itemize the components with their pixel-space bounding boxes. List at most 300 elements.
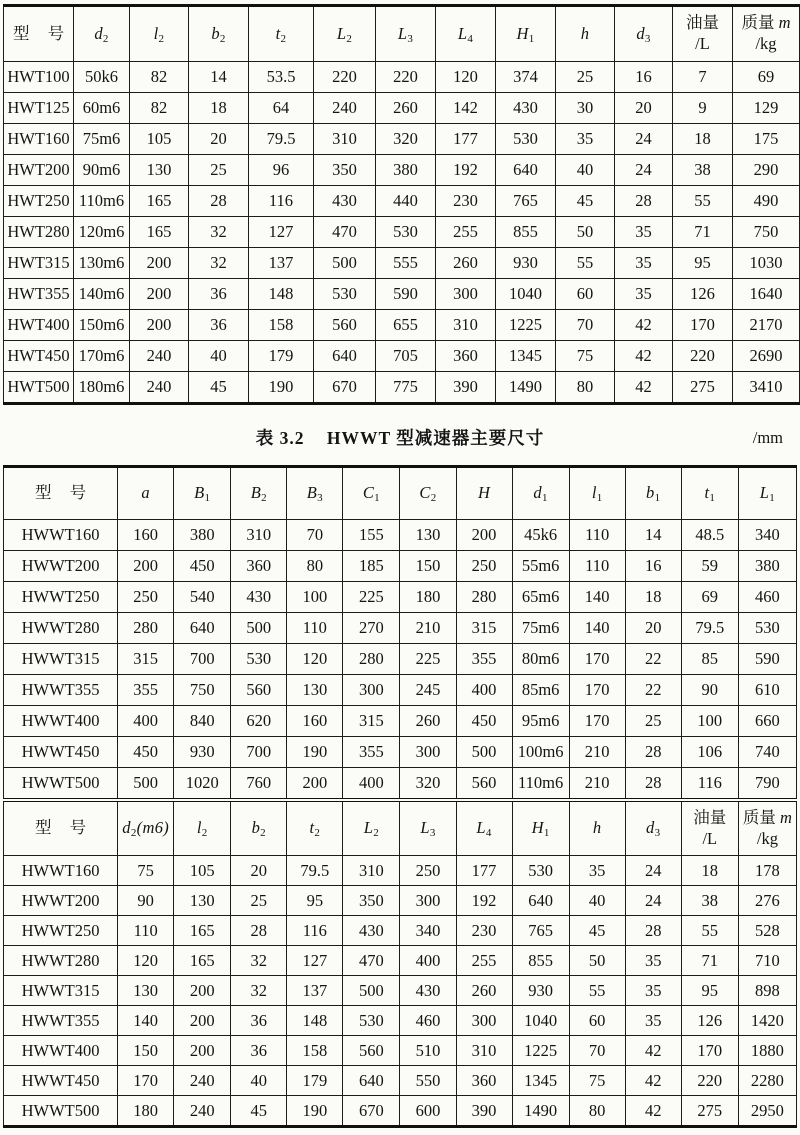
model-cell: HWWT315: [4, 976, 118, 1006]
value-cell: 130: [174, 886, 231, 916]
table-row: [4, 976, 797, 1006]
value-cell: 69: [681, 582, 738, 613]
caption-label: 表 3.2: [255, 428, 305, 448]
model-cell: HWWT500: [4, 1096, 118, 1127]
value-cell: 75: [118, 856, 174, 886]
value-cell: 45: [569, 916, 625, 946]
value-cell: 270: [343, 613, 400, 644]
value-cell: 240: [130, 372, 189, 404]
model-cell: HWT250: [4, 186, 74, 217]
value-cell: 24: [625, 856, 681, 886]
value-cell: 240: [174, 1066, 231, 1096]
value-cell: 430: [400, 976, 456, 1006]
value-cell: 36: [231, 1006, 287, 1036]
value-cell: 180m6: [74, 372, 130, 404]
model-cell: HWWT450: [4, 1066, 118, 1096]
value-cell: 790: [738, 768, 796, 801]
value-cell: 280: [343, 644, 400, 675]
table-row: [4, 613, 797, 644]
value-cell: 200: [130, 248, 189, 279]
value-cell: 660: [738, 706, 796, 737]
value-cell: 190: [249, 372, 314, 404]
value-cell: 250: [456, 551, 512, 582]
value-cell: 1420: [738, 1006, 796, 1036]
model-column-header: 型 号: [4, 6, 74, 62]
value-cell: 50: [556, 217, 615, 248]
model-cell: HWT450: [4, 341, 74, 372]
value-cell: 18: [681, 856, 738, 886]
column-header: $C_2$: [400, 467, 456, 520]
column-header: h: [569, 800, 625, 856]
table-row: [4, 520, 797, 551]
model-cell: HWT280: [4, 217, 74, 248]
column-header: $d_2(m6)$: [118, 800, 174, 856]
value-cell: 40: [189, 341, 249, 372]
value-cell: 50k6: [74, 62, 130, 93]
value-cell: 75: [569, 1066, 625, 1096]
value-cell: 340: [400, 916, 456, 946]
value-cell: 310: [343, 856, 400, 886]
value-cell: 96: [249, 155, 314, 186]
value-cell: 255: [436, 217, 496, 248]
table-row: [4, 1036, 797, 1066]
value-cell: 90: [681, 675, 738, 706]
value-cell: 150m6: [74, 310, 130, 341]
value-cell: 116: [681, 768, 738, 801]
value-cell: 460: [738, 582, 796, 613]
value-cell: 148: [287, 1006, 343, 1036]
value-cell: 160: [118, 520, 174, 551]
value-cell: 1345: [512, 1066, 569, 1096]
value-cell: 192: [436, 155, 496, 186]
table-row: [4, 916, 797, 946]
value-cell: 110: [118, 916, 174, 946]
value-cell: 85: [681, 644, 738, 675]
value-cell: 100: [287, 582, 343, 613]
value-cell: 160: [287, 706, 343, 737]
value-cell: 170: [673, 310, 733, 341]
value-cell: 7: [673, 62, 733, 93]
value-cell: 390: [456, 1096, 512, 1127]
value-cell: 130: [130, 155, 189, 186]
value-cell: 150: [118, 1036, 174, 1066]
table-row: [4, 1066, 797, 1096]
value-cell: 1020: [174, 768, 231, 801]
value-cell: 750: [733, 217, 800, 248]
value-cell: 32: [231, 946, 287, 976]
value-cell: 28: [625, 916, 681, 946]
value-cell: 855: [512, 946, 569, 976]
value-cell: 148: [249, 279, 314, 310]
value-cell: 170: [118, 1066, 174, 1096]
column-header: $b_2$: [189, 6, 249, 62]
value-cell: 220: [681, 1066, 738, 1096]
value-cell: 775: [376, 372, 436, 404]
value-cell: 275: [673, 372, 733, 404]
value-cell: 276: [738, 886, 796, 916]
value-cell: 22: [625, 675, 681, 706]
value-cell: 210: [400, 613, 456, 644]
value-cell: 127: [249, 217, 314, 248]
value-cell: 355: [118, 675, 174, 706]
value-cell: 110m6: [74, 186, 130, 217]
model-cell: HWWT200: [4, 551, 118, 582]
value-cell: 555: [376, 248, 436, 279]
value-cell: 42: [625, 1066, 681, 1096]
column-header: $t_1$: [681, 467, 738, 520]
value-cell: 170: [569, 644, 625, 675]
value-cell: 55: [673, 186, 733, 217]
value-cell: 560: [343, 1036, 400, 1066]
value-cell: 179: [249, 341, 314, 372]
value-cell: 240: [130, 341, 189, 372]
value-cell: 42: [625, 1096, 681, 1127]
value-cell: 95: [287, 886, 343, 916]
value-cell: 79.5: [681, 613, 738, 644]
value-cell: 300: [400, 886, 456, 916]
column-header: $d_3$: [615, 6, 673, 62]
column-header: $b_1$: [625, 467, 681, 520]
value-cell: 470: [314, 217, 376, 248]
value-cell: 42: [625, 1036, 681, 1066]
value-cell: 165: [174, 916, 231, 946]
table-row: [4, 737, 797, 768]
value-cell: 840: [174, 706, 231, 737]
value-cell: 180: [118, 1096, 174, 1127]
value-cell: 64: [249, 93, 314, 124]
value-cell: 500: [343, 976, 400, 1006]
column-header: 油量 /L: [681, 800, 738, 856]
value-cell: 120: [287, 644, 343, 675]
value-cell: 1490: [512, 1096, 569, 1127]
hwwt-table-header-1: [4, 467, 797, 520]
value-cell: 120: [436, 62, 496, 93]
value-cell: 1040: [496, 279, 556, 310]
hwt-table-header: [4, 6, 800, 62]
value-cell: 85m6: [512, 675, 569, 706]
value-cell: 380: [738, 551, 796, 582]
model-cell: HWWT250: [4, 916, 118, 946]
value-cell: 530: [738, 613, 796, 644]
value-cell: 45: [556, 186, 615, 217]
value-cell: 670: [314, 372, 376, 404]
caption-title: HWWT 型减速器主要尺寸: [326, 428, 545, 448]
table-row: [4, 155, 800, 186]
model-cell: HWT160: [4, 124, 74, 155]
value-cell: 32: [189, 217, 249, 248]
value-cell: 240: [174, 1096, 231, 1127]
value-cell: 137: [249, 248, 314, 279]
value-cell: 105: [130, 124, 189, 155]
value-cell: 82: [130, 62, 189, 93]
column-header: 油量 /L: [673, 6, 733, 62]
value-cell: 250: [118, 582, 174, 613]
value-cell: 740: [738, 737, 796, 768]
value-cell: 310: [231, 520, 287, 551]
value-cell: 48.5: [681, 520, 738, 551]
value-cell: 930: [174, 737, 231, 768]
value-cell: 20: [625, 613, 681, 644]
column-header: $t_2$: [287, 800, 343, 856]
column-header: $L_3$: [376, 6, 436, 62]
value-cell: 705: [376, 341, 436, 372]
table-row: [4, 706, 797, 737]
column-header: $d_3$: [625, 800, 681, 856]
value-cell: 35: [625, 1006, 681, 1036]
value-cell: 2280: [738, 1066, 796, 1096]
value-cell: 60: [556, 279, 615, 310]
value-cell: 35: [569, 856, 625, 886]
value-cell: 450: [174, 551, 231, 582]
model-cell: HWWT355: [4, 1006, 118, 1036]
table-row: [4, 372, 800, 404]
value-cell: 655: [376, 310, 436, 341]
value-cell: 640: [343, 1066, 400, 1096]
value-cell: 500: [314, 248, 376, 279]
value-cell: 460: [400, 1006, 456, 1036]
value-cell: 150: [400, 551, 456, 582]
value-cell: 750: [174, 675, 231, 706]
value-cell: 1880: [738, 1036, 796, 1066]
value-cell: 3410: [733, 372, 800, 404]
column-header: $C_1$: [343, 467, 400, 520]
value-cell: 200: [287, 768, 343, 801]
table-row: [4, 644, 797, 675]
value-cell: 550: [400, 1066, 456, 1096]
column-header: $L_1$: [738, 467, 796, 520]
value-cell: 80m6: [512, 644, 569, 675]
table-row: [4, 768, 797, 801]
model-cell: HWWT160: [4, 856, 118, 886]
column-header: $L_4$: [456, 800, 512, 856]
value-cell: 20: [231, 856, 287, 886]
value-cell: 179: [287, 1066, 343, 1096]
value-cell: 71: [673, 217, 733, 248]
value-cell: 36: [189, 279, 249, 310]
value-cell: 930: [512, 976, 569, 1006]
value-cell: 374: [496, 62, 556, 93]
header-row: [4, 800, 797, 856]
value-cell: 158: [287, 1036, 343, 1066]
value-cell: 640: [314, 341, 376, 372]
value-cell: 14: [625, 520, 681, 551]
column-header: $H_1$: [496, 6, 556, 62]
value-cell: 1030: [733, 248, 800, 279]
column-header: $L_4$: [436, 6, 496, 62]
column-header: $B_3$: [287, 467, 343, 520]
column-header: h: [556, 6, 615, 62]
value-cell: 126: [673, 279, 733, 310]
value-cell: 450: [118, 737, 174, 768]
value-cell: 170m6: [74, 341, 130, 372]
value-cell: 230: [436, 186, 496, 217]
value-cell: 22: [625, 644, 681, 675]
value-cell: 82: [130, 93, 189, 124]
model-cell: HWWT400: [4, 1036, 118, 1066]
table-row: [4, 886, 797, 916]
value-cell: 500: [456, 737, 512, 768]
value-cell: 38: [681, 886, 738, 916]
value-cell: 250: [400, 856, 456, 886]
value-cell: 80: [569, 1096, 625, 1127]
value-cell: 210: [569, 737, 625, 768]
model-cell: HWWT200: [4, 886, 118, 916]
model-cell: HWWT250: [4, 582, 118, 613]
value-cell: 260: [400, 706, 456, 737]
value-cell: 116: [249, 186, 314, 217]
value-cell: 400: [400, 946, 456, 976]
value-cell: 355: [456, 644, 512, 675]
column-header: $B_2$: [231, 467, 287, 520]
column-header: $d_2$: [74, 6, 130, 62]
table-row: [4, 675, 797, 706]
value-cell: 640: [512, 886, 569, 916]
column-header: $L_2$: [343, 800, 400, 856]
value-cell: 280: [118, 613, 174, 644]
value-cell: 192: [456, 886, 512, 916]
value-cell: 528: [738, 916, 796, 946]
value-cell: 50: [569, 946, 625, 976]
value-cell: 1640: [733, 279, 800, 310]
value-cell: 260: [436, 248, 496, 279]
value-cell: 898: [738, 976, 796, 1006]
value-cell: 45k6: [512, 520, 569, 551]
column-header: $H_1$: [512, 800, 569, 856]
header-row: [4, 6, 800, 62]
value-cell: 300: [400, 737, 456, 768]
value-cell: 25: [625, 706, 681, 737]
value-cell: 18: [189, 93, 249, 124]
table-row: [4, 279, 800, 310]
value-cell: 390: [436, 372, 496, 404]
table-row: [4, 62, 800, 93]
model-cell: HWT125: [4, 93, 74, 124]
value-cell: 90: [118, 886, 174, 916]
value-cell: 275: [681, 1096, 738, 1127]
value-cell: 220: [673, 341, 733, 372]
value-cell: 25: [556, 62, 615, 93]
value-cell: 155: [343, 520, 400, 551]
value-cell: 18: [625, 582, 681, 613]
value-cell: 110: [569, 551, 625, 582]
value-cell: 590: [738, 644, 796, 675]
value-cell: 360: [456, 1066, 512, 1096]
value-cell: 140m6: [74, 279, 130, 310]
value-cell: 1345: [496, 341, 556, 372]
value-cell: 640: [174, 613, 231, 644]
value-cell: 120m6: [74, 217, 130, 248]
value-cell: 130: [287, 675, 343, 706]
value-cell: 70: [556, 310, 615, 341]
value-cell: 24: [625, 886, 681, 916]
column-header: $L_2$: [314, 6, 376, 62]
value-cell: 175: [733, 124, 800, 155]
table-row: [4, 551, 797, 582]
value-cell: 35: [625, 946, 681, 976]
value-cell: 42: [615, 372, 673, 404]
value-cell: 225: [343, 582, 400, 613]
value-cell: 530: [512, 856, 569, 886]
hwwt-table-header-2: [4, 800, 797, 856]
value-cell: 120: [118, 946, 174, 976]
column-header: $b_2$: [231, 800, 287, 856]
column-header: $d_1$: [512, 467, 569, 520]
value-cell: 315: [456, 613, 512, 644]
value-cell: 30: [556, 93, 615, 124]
value-cell: 110: [569, 520, 625, 551]
table-row: [4, 93, 800, 124]
value-cell: 55: [569, 976, 625, 1006]
model-cell: HWT355: [4, 279, 74, 310]
value-cell: 200: [174, 976, 231, 1006]
value-cell: 79.5: [287, 856, 343, 886]
value-cell: 190: [287, 737, 343, 768]
value-cell: 430: [343, 916, 400, 946]
table-caption: [3, 421, 797, 455]
value-cell: 90m6: [74, 155, 130, 186]
value-cell: 765: [512, 916, 569, 946]
column-header: $l_1$: [569, 467, 625, 520]
model-cell: HWT100: [4, 62, 74, 93]
value-cell: 380: [376, 155, 436, 186]
value-cell: 79.5: [249, 124, 314, 155]
value-cell: 60m6: [74, 93, 130, 124]
value-cell: 200: [118, 551, 174, 582]
value-cell: 310: [314, 124, 376, 155]
value-cell: 290: [733, 155, 800, 186]
value-cell: 765: [496, 186, 556, 217]
value-cell: 260: [376, 93, 436, 124]
table-row: [4, 582, 797, 613]
column-header: 质量 m /kg: [738, 800, 796, 856]
value-cell: 75: [556, 341, 615, 372]
value-cell: 130: [118, 976, 174, 1006]
value-cell: 40: [556, 155, 615, 186]
table-row: [4, 946, 797, 976]
hwt-dimensions-table: [3, 4, 800, 405]
value-cell: 360: [231, 551, 287, 582]
value-cell: 55: [681, 916, 738, 946]
value-cell: 440: [376, 186, 436, 217]
value-cell: 127: [287, 946, 343, 976]
value-cell: 220: [314, 62, 376, 93]
value-cell: 1225: [512, 1036, 569, 1066]
value-cell: 80: [287, 551, 343, 582]
value-cell: 16: [615, 62, 673, 93]
value-cell: 100: [681, 706, 738, 737]
value-cell: 70: [569, 1036, 625, 1066]
value-cell: 14: [189, 62, 249, 93]
value-cell: 28: [615, 186, 673, 217]
table-row: [4, 1006, 797, 1036]
model-cell: HWWT355: [4, 675, 118, 706]
value-cell: 180: [400, 582, 456, 613]
value-cell: 170: [569, 706, 625, 737]
value-cell: 60: [569, 1006, 625, 1036]
value-cell: 1490: [496, 372, 556, 404]
value-cell: 400: [456, 675, 512, 706]
value-cell: 35: [615, 248, 673, 279]
value-cell: 930: [496, 248, 556, 279]
value-cell: 105: [174, 856, 231, 886]
value-cell: 95m6: [512, 706, 569, 737]
value-cell: 110: [287, 613, 343, 644]
value-cell: 200: [174, 1036, 231, 1066]
model-cell: HWWT280: [4, 946, 118, 976]
model-column-header: 型 号: [4, 800, 118, 856]
value-cell: 2950: [738, 1096, 796, 1127]
value-cell: 315: [118, 644, 174, 675]
